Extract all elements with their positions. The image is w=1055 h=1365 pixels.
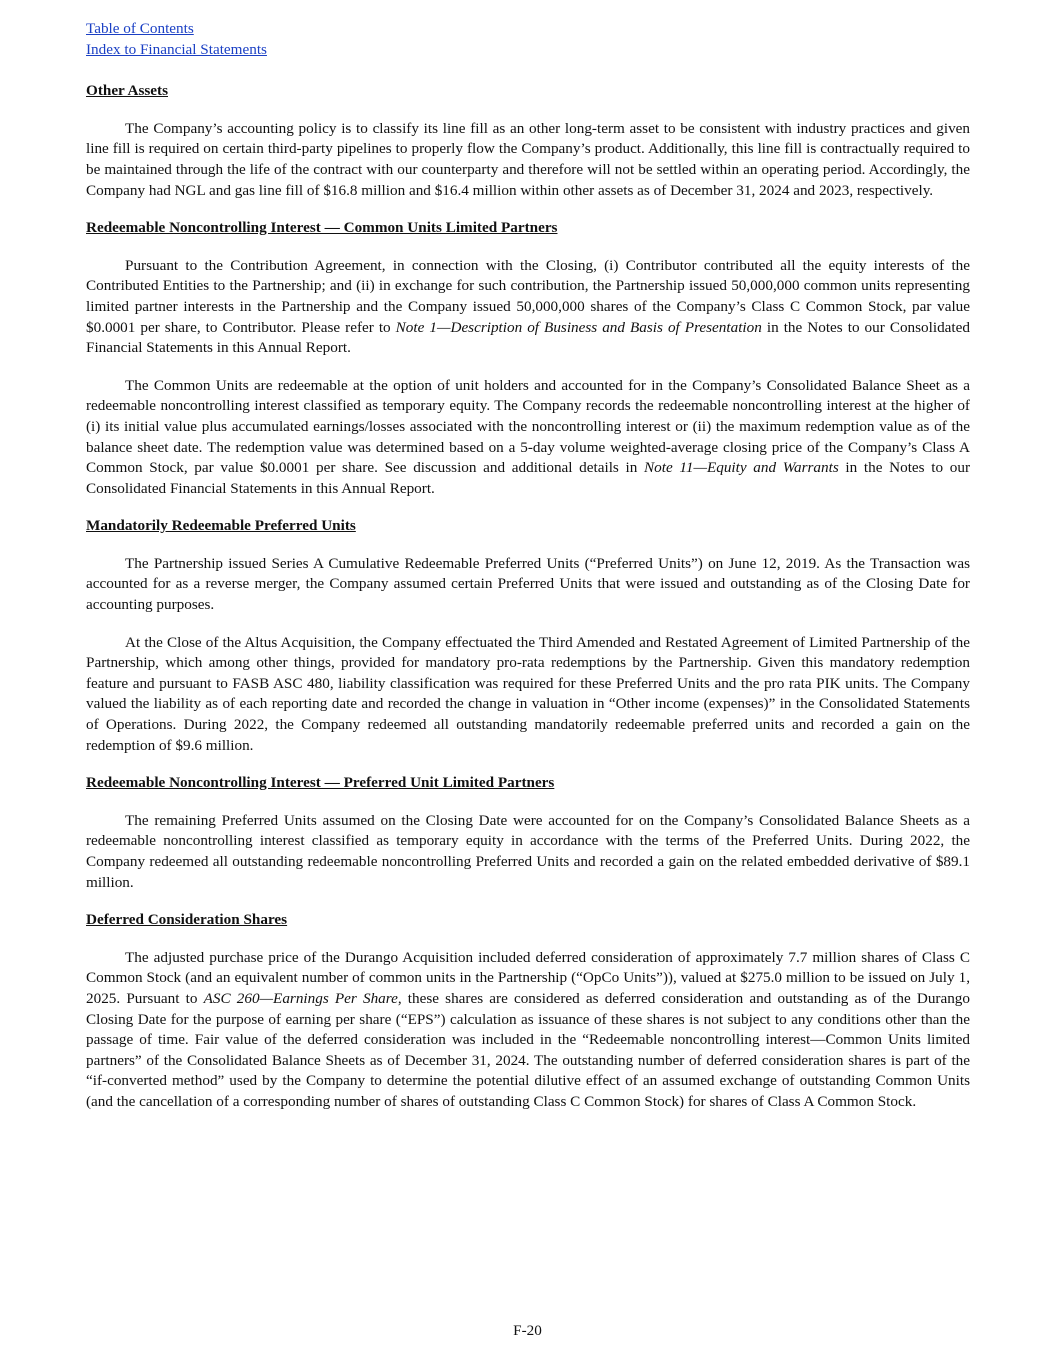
rnci-preferred-paragraph: The remaining Preferred Units assumed on the Closing Date were accounted for on the Company’s Consolidated Balance Sheets as a redeemable noncontrolling interest classified as temporary equity in accordance with the terms of the Preferred Units. During 2022, the Company redeemed all outstanding redeemable noncontrolling Preferred Units and recorded a gain on the related embedded derivative of $89.1 million. [86,811,970,891]
mandatory-pref-paragraph-2: At the Close of the Altus Acquisition, the Company effectuated the Third Amended and Restated Agreement of Limited Partnership of the Partnership, which among other things, provided for mandatory pro-rata redemptions by the Partnership. Given this mandatory redemption feature and pursuant to FASB ASC 480, liability classification was required for these Preferred Units and the pro rata PIK units. The Company valued the liability as of each reporting date and recorded the change in valuation in “Other income (expenses)” in the Consolidated Statements of Operations. During 2022, the Company redeemed all outstanding mandatorily redeemable preferred units and recorded a gain on the redemption of $9.6 million. [86,633,970,754]
rnci-preferred-unit-heading: Redeemable Noncontrolling Interest — Preferred Unit Limited Partners [86,774,555,792]
other-assets-paragraph: The Company’s accounting policy is to classify its line fill as an other long-term asset to be consistent with industry practices and given line fill is required on certain third-party pipelines to properly flow the Company’s product. Additionally, this line fill is contractually required to be maintained through the life of the contract with our counterparty and therefore will not be settled within an operating period. Accordingly, the Company had NGL and gas line fill of $16.8 million and $16.4 million within other assets as of December 31, 2024 and 2023, respectively. [86,119,970,199]
mandatory-pref-paragraph-1: The Partnership issued Series A Cumulative Redeemable Preferred Units (“Preferred Units”) on June 12, 2019. As the Transaction was accounted for as a reverse merger, the Company assumed certain Preferred Units that were issued and outstanding as of the Closing Date for accounting purposes. [86,554,970,614]
document-page [86,19,970,1113]
mandatorily-redeemable-preferred-units-heading: Mandatorily Redeemable Preferred Units [86,517,356,535]
table-of-contents-link[interactable]: Table of Contents [86,20,194,37]
other-assets-heading: Other Assets [86,82,168,100]
deferred-consideration-shares-heading: Deferred Consideration Shares [86,911,288,929]
rnci-common-paragraph-1: Pursuant to the Contribution Agreement, in connection with the Closing, (i) Contributor contributed all the equity interests of the Contributed Entities to the Partnership; and (ii) in exchange for such contribution, the Partnership issued 50,000,000 common units representing limited partner interests in the Partnership and the Company issued 50,000,000 shares of the Company’s Class C Common Stock, par value $0.0001 per share, to Contributor. Please refer to Note 1—Description of Business and Basis of Presentation in the Notes to our Consolidated Financial Statements in this Annual Report. [86,256,970,357]
rnci-common-units-heading: Redeemable Noncontrolling Interest — Common Units Limited Partners [86,219,558,237]
rnci-common-paragraph-2: The Common Units are redeemable at the option of unit holders and accounted for in the Company’s Consolidated Balance Sheet as a redeemable noncontrolling interest classified as temporary equity. The Company records the redeemable noncontrolling interest at the higher of (i) its initial value plus accumulated earnings/losses associated with the noncontrolling interest or (ii) the maximum redemption value as of the balance sheet date. The redemption value was determined based on a 5-day volume weighted-average closing price of the Company’s Class A Common Stock, par value $0.0001 per share. See discussion and additional details in Note 11—Equity and Warrants in the Notes to our Consolidated Financial Statements in this Annual Report. [86,376,971,497]
page-number: F-20 [513,1322,542,1339]
index-to-financial-statements-link[interactable]: Index to Financial Statements [86,40,267,58]
deferred-consideration-paragraph: The adjusted purchase price of the Durango Acquisition included deferred consideration of approximately 7.7 million shares of Class C Common Stock (and an equivalent number of common units in the Partnership (“OpCo Units”)), valued at $275.0 million to be issued on July 1, 2025. Pursuant to ASC 260—Earnings Per Share, these shares are considered as deferred consideration and outstanding as of the Durango Closing Date for the purpose of earning per share (“EPS”) calculation as issuance of these shares is not subject to any conditions other than the passage of time. Fair value of the deferred consideration was included in the “Redeemable noncontrolling interest—Common Units limited partners” of the Consolidated Balance Sheets as of December 31, 2024. The outstanding number of deferred consideration shares is part of the “if-converted method” used by the Company to determine the potential dilutive effect of an assumed exchange of outstanding Common Units (and the cancellation of a corresponding number of shares of outstanding Class C Common Stock) for shares of Class A Common Stock. [86,948,970,1110]
top-navigation [86,19,970,60]
